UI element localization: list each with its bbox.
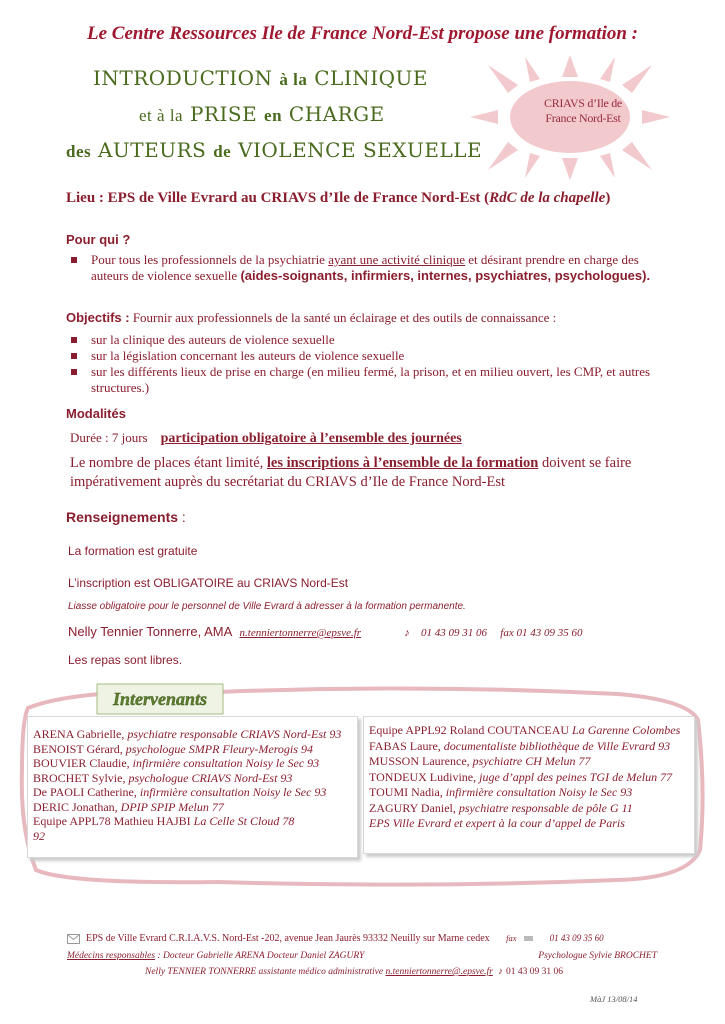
intervenant-entry: BROCHET Sylvie, psychologue CRIAVS Nord-Est 93: [33, 770, 293, 785]
intervenant-entry: 92: [33, 828, 45, 843]
objectifs-line: Objectifs : Fournir aux professionnels de la santé un éclairage et des outils de connaissance :: [66, 310, 557, 325]
footer-email-link[interactable]: n.tenniertonnerre@.epsve.fr: [385, 967, 493, 977]
location-line: Lieu : EPS de Ville Evrard au CRIAVS d’Ile de France Nord-Est (RdC de la chapelle): [66, 190, 611, 206]
fax-icon: [524, 936, 533, 941]
intervenant-entry: Equipe APPL92 Roland COUTANCEAU La Garenne Colombes: [369, 723, 681, 737]
announcement-heading: Le Centre Ressources Ile de France Nord-Est propose une formation :: [87, 23, 638, 44]
criavs-logo-text: CRIAVS d’Ile de France Nord-Est: [544, 96, 622, 125]
intervenant-entry: TOUMI Nadia, infirmière consultation Noisy le Sec 93: [369, 785, 633, 799]
pour-qui-heading: Pour qui ?: [66, 232, 131, 247]
phone-icon: ♪: [404, 627, 410, 639]
list-item: sur les différents lieux de prise en charge (en milieu fermé, la prison, et en milieu ouvert, les CMP, et autres structures.): [66, 364, 658, 396]
intervenant-entry: ZAGURY Daniel, psychiatre responsable de pôle G 11: [369, 800, 633, 815]
intervenant-entry: De PAOLI Catherine, infirmière consultation Noisy le Sec 93: [33, 785, 327, 799]
liasse-text: Liasse obligatoire pour le personnel de Ville Evrard à adresser à la formation permanente.: [68, 601, 466, 612]
intervenants-badge: [96, 683, 224, 715]
inscription-paragraph: Le nombre de places étant limité, les inscriptions à l’ensemble de la formation doivent se faire impérativement auprès du secrétariat du CRIAVS d’Ile de France Nord-Est: [70, 455, 632, 490]
title-line-3: des AUTEURS de VIOLENCE SEXUELLE: [66, 138, 483, 162]
pour-qui-list: [66, 252, 658, 284]
modalites-heading: Modalités: [66, 406, 126, 421]
list-item: Pour tous les professionnels de la psychiatrie ayant une activité clinique et désirant prendre en charge des auteurs de violence sexuelle (aides-soignants, infirmiers, internes, psychiatres, psychologues).: [66, 252, 658, 284]
intervenant-entry: BOUVIER Claudie, infirmière consultation Noisy le Sec 93: [33, 756, 320, 770]
intervenants-left-column: [27, 716, 358, 858]
intervenant-entry: BENOIST Gérard, psychologue SMPR Fleury-Merogis 94: [33, 741, 313, 756]
intervenant-entry: ARENA Gabrielle, psychiatre responsable CRIAVS Nord-Est 93: [33, 727, 342, 741]
intervenants-right-column: [363, 716, 695, 854]
footer-assistante: Nelly TENNIER TONNERRE assistante médico administrative n.tenniertonnerre@.epsve.fr ♪ 01 43 09 31 06: [145, 967, 563, 977]
list-item: sur la clinique des auteurs de violence sexuelle: [66, 332, 658, 348]
gratuite-text: La formation est gratuite: [68, 544, 198, 558]
duree-line: Durée : 7 jours participation obligatoire à l’ensemble des journées: [70, 430, 462, 446]
intervenant-entry: EPS Ville Evrard et expert à la cour d’appel de Paris: [369, 816, 625, 830]
contact-line: Nelly Tennier Tonnerre, AMA n.tenniertonnerre@epsve.fr ♪ 01 43 09 31 06 fax 01 43 09 35 60: [68, 624, 583, 639]
title-line-2: et à la PRISE en CHARGE: [139, 102, 385, 126]
title-line-1: INTRODUCTION à la CLINIQUE: [93, 66, 428, 90]
envelope-icon: [67, 934, 80, 944]
intervenant-entry: MUSSON Laurence, psychiatre CH Melun 77: [369, 754, 591, 768]
repas-text: Les repas sont libres.: [68, 653, 183, 667]
intervenant-entry: TONDEUX Ludivine, juge d’appl des peines TGI de Melun 77: [369, 769, 673, 784]
footer-address: EPS de Ville Evrard C.R.I.A.V.S. Nord-Est -202, avenue Jean Jaurès 93332 Neuilly sur Marne cedex fax 01 43 09 35 60: [67, 933, 604, 944]
footer-medecins: Médecins responsables : Docteur Gabrielle ARENA Docteur Daniel ZAGURY Psychologue Sylvie BROCHET: [67, 951, 657, 961]
intervenant-entry: Equipe APPL78 Mathieu HAJBI La Celle St Cloud 78: [33, 814, 295, 828]
update-date: MàJ 13/08/14: [590, 994, 638, 1004]
inscription-obligatoire-text: L’inscription est OBLIGATOIRE au CRIAVS Nord-Est: [68, 576, 349, 590]
objectifs-list: [66, 332, 658, 396]
phone-icon: ♪: [498, 967, 503, 977]
intervenant-entry: FABAS Laure, documentaliste bibliothèque de Ville Evrard 93: [369, 738, 671, 753]
renseignements-heading: Renseignements :: [66, 509, 186, 525]
list-item: sur la législation concernant les auteurs de violence sexuelle: [66, 348, 658, 364]
intervenant-entry: DERIC Jonathan, DPIP SPIP Melun 77: [33, 799, 224, 814]
contact-email-link[interactable]: n.tenniertonnerre@epsve.fr: [239, 627, 362, 639]
svg-text:Intervenants: Intervenants: [112, 689, 208, 709]
